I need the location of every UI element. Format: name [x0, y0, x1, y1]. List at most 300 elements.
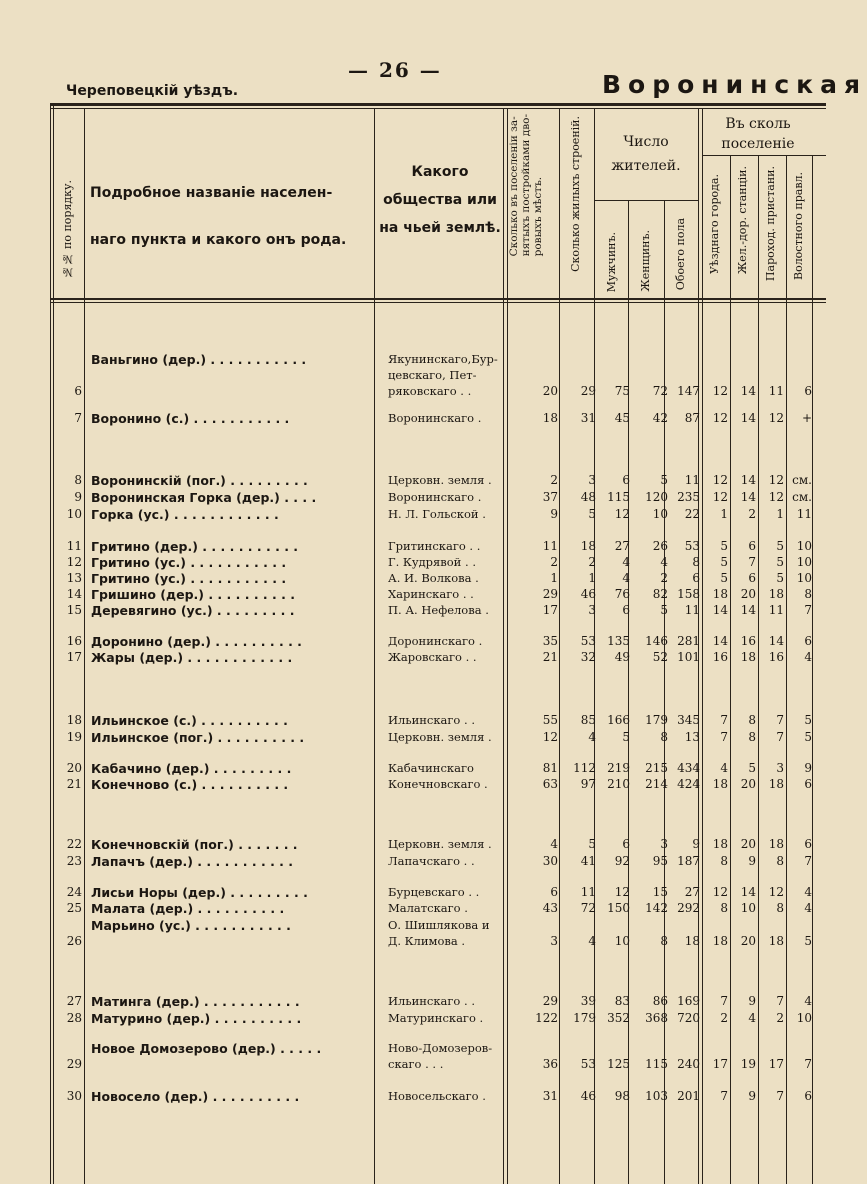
society-name: ряковскаго . .	[388, 384, 472, 398]
buildings-count: 41	[580, 854, 596, 868]
total-count: 281	[677, 634, 700, 648]
row-number: 30	[66, 1089, 82, 1103]
table-row	[0, 760, 826, 777]
header-bottom-rule-thin	[50, 302, 826, 303]
header-volost: Волостного правл.	[792, 172, 805, 281]
col-line	[730, 155, 731, 1184]
men-count: 12	[614, 507, 630, 521]
distance-volost: 8	[804, 587, 812, 601]
settlement-name: Ильинское (с.) . . . . . . . . . .	[91, 713, 288, 728]
distance-divider	[702, 155, 826, 156]
men-count: 75	[614, 384, 630, 398]
row-number: 20	[66, 761, 82, 775]
distance-town: 12	[712, 411, 728, 425]
distance-rail: 8	[748, 713, 756, 727]
yards-count: 30	[542, 854, 558, 868]
distance-town: 7	[720, 994, 728, 1008]
distance-pier: 18	[768, 587, 784, 601]
distance-volost: 5	[804, 934, 812, 948]
society-name: Воронинскаго .	[388, 490, 482, 504]
distance-pier: 12	[768, 490, 784, 504]
total-count: 13	[684, 730, 700, 744]
society-name: Церковн. земля .	[388, 730, 492, 744]
society-name: Ильинскаго . .	[388, 713, 475, 727]
total-count: 201	[677, 1089, 700, 1103]
women-count: 10	[652, 507, 668, 521]
distance-rail: 20	[740, 587, 756, 601]
women-count: 86	[652, 994, 668, 1008]
women-count: 42	[652, 411, 668, 425]
total-count: 8	[692, 555, 700, 569]
distance-town: 5	[720, 539, 728, 553]
distance-pier: 1	[776, 507, 784, 521]
women-count: 8	[660, 730, 668, 744]
men-count: 115	[607, 490, 630, 504]
distance-volost: 5	[804, 713, 812, 727]
distance-rail: 20	[740, 777, 756, 791]
total-count: 53	[684, 539, 700, 553]
total-count: 158	[677, 587, 700, 601]
yards-count: 11	[542, 539, 558, 553]
society-name: скаго . . .	[388, 1057, 444, 1071]
col-line	[812, 155, 813, 1184]
yards-count: 20	[542, 384, 558, 398]
women-count: 72	[652, 384, 668, 398]
buildings-count: 32	[580, 650, 596, 664]
row-number: 25	[66, 901, 82, 915]
table-row	[0, 1088, 826, 1105]
distance-rail: 4	[748, 1011, 756, 1025]
header-society: Какого общества или на чьей землѣ.	[379, 164, 501, 236]
distance-pier: 12	[768, 473, 784, 487]
row-number: 9	[74, 490, 82, 504]
table-row	[0, 776, 826, 793]
distance-town: 7	[720, 730, 728, 744]
distance-pier: 18	[768, 934, 784, 948]
distance-town: 18	[712, 777, 728, 791]
buildings-count: 5	[588, 507, 596, 521]
total-count: 187	[677, 854, 700, 868]
row-number: 15	[66, 603, 82, 617]
settlement-name: Гритино (ус.) . . . . . . . . . . .	[91, 571, 287, 586]
header-distance: Въ сколь поселеніе	[721, 116, 795, 152]
header-town: Уѣзднаго города.	[708, 174, 721, 275]
women-count: 4	[660, 555, 668, 569]
distance-rail: 14	[740, 473, 756, 487]
buildings-count: 18	[580, 539, 596, 553]
settlement-name: Гритино (дер.) . . . . . . . . . . .	[91, 539, 299, 554]
table-row	[0, 351, 826, 398]
settlement-name: Конечново (с.) . . . . . . . . . .	[91, 777, 289, 792]
settlement-name: Конечновскій (пог.) . . . . . . .	[91, 837, 298, 852]
distance-town: 18	[712, 587, 728, 601]
settlement-name: Воронинская Горка (дер.) . . . .	[91, 490, 317, 505]
yards-count: 43	[542, 901, 558, 915]
settlement-name: Новое Домозерово (дер.) . . . . .	[91, 1041, 322, 1056]
header-no: №№ по порядку.	[61, 180, 74, 279]
inhabitants-divider	[594, 200, 698, 201]
total-count: 235	[677, 490, 700, 504]
distance-pier: 11	[768, 384, 784, 398]
distance-volost: 9	[804, 761, 812, 775]
buildings-count: 4	[588, 730, 596, 744]
society-name: цевскаго, Пет-	[388, 368, 477, 382]
men-count: 27	[614, 539, 630, 553]
yards-count: 2	[550, 555, 558, 569]
row-number: 18	[66, 713, 82, 727]
total-count: 292	[677, 901, 700, 915]
buildings-count: 1	[588, 571, 596, 585]
row-number: 13	[66, 571, 82, 585]
distance-pier: 2	[776, 1011, 784, 1025]
table-row	[0, 1040, 826, 1071]
header-rail: Жел.-дор. станціи.	[736, 166, 749, 275]
yards-count: 18	[542, 411, 558, 425]
table-top-rule	[50, 103, 826, 106]
yards-count: 31	[542, 1089, 558, 1103]
buildings-count: 97	[580, 777, 596, 791]
distance-town: 17	[712, 1057, 728, 1071]
settlement-name: Новосело (дер.) . . . . . . . . . .	[91, 1089, 300, 1104]
table-row	[0, 900, 826, 917]
society-name: Матуринскаго .	[388, 1011, 484, 1025]
settlement-name: Деревягино (ус.) . . . . . . . . .	[91, 603, 295, 618]
distance-volost: 6	[804, 1089, 812, 1103]
total-count: 424	[677, 777, 700, 791]
settlement-name: Ильинское (пог.) . . . . . . . . . .	[91, 730, 305, 745]
women-count: 120	[645, 490, 668, 504]
total-count: 101	[677, 650, 700, 664]
distance-volost: 7	[804, 603, 812, 617]
distance-rail: 10	[740, 901, 756, 915]
distance-town: 14	[712, 634, 728, 648]
women-count: 52	[652, 650, 668, 664]
buildings-count: 2	[588, 555, 596, 569]
buildings-count: 179	[573, 1011, 596, 1025]
society-name: А. И. Волкова .	[388, 571, 479, 585]
total-count: 147	[677, 384, 700, 398]
row-number: 19	[66, 730, 82, 744]
volost-title: Воронинская	[602, 70, 867, 99]
distance-town: 18	[712, 837, 728, 851]
row-number: 28	[66, 1011, 82, 1025]
yards-count: 55	[542, 713, 558, 727]
society-name: Якунинскаго,Бур-	[388, 352, 498, 366]
distance-volost: 5	[804, 730, 812, 744]
distance-town: 16	[712, 650, 728, 664]
buildings-count: 53	[580, 634, 596, 648]
settlement-name: Гришино (дер.) . . . . . . . . . .	[91, 587, 295, 602]
buildings-count: 46	[580, 587, 596, 601]
table-row	[0, 489, 826, 506]
society-name: Конечновскаго .	[388, 777, 488, 791]
distance-town: 2	[720, 1011, 728, 1025]
total-count: 345	[677, 713, 700, 727]
distance-volost: 4	[804, 885, 812, 899]
yards-count: 63	[542, 777, 558, 791]
women-count: 26	[652, 539, 668, 553]
distance-rail: 9	[748, 1089, 756, 1103]
settlement-name: Гритино (ус.) . . . . . . . . . . .	[91, 555, 287, 570]
distance-pier: 12	[768, 411, 784, 425]
table-row	[0, 836, 826, 853]
women-count: 95	[652, 854, 668, 868]
distance-volost: 4	[804, 650, 812, 664]
men-count: 5	[622, 730, 630, 744]
distance-pier: 11	[768, 603, 784, 617]
society-name: Гритинскаго . .	[388, 539, 481, 553]
table-row	[0, 993, 826, 1010]
header-both: Обоего пола	[674, 218, 687, 291]
buildings-count: 85	[580, 713, 596, 727]
district-title: Череповецкій уѣздъ.	[66, 83, 239, 99]
page-number: — 26 —	[348, 58, 442, 82]
buildings-count: 4	[588, 934, 596, 948]
settlement-name: Ваньгино (дер.) . . . . . . . . . . .	[91, 352, 307, 367]
distance-pier: 14	[768, 634, 784, 648]
distance-rail: 16	[740, 634, 756, 648]
row-number: 27	[66, 994, 82, 1008]
row-number: 10	[66, 507, 82, 521]
settlement-name: Доронино (дер.) . . . . . . . . . .	[91, 634, 302, 649]
society-name: Воронинскаго .	[388, 411, 482, 425]
table-row	[0, 554, 826, 571]
table-row	[0, 472, 826, 489]
header-bottom-rule	[50, 298, 826, 300]
women-count: 215	[645, 761, 668, 775]
society-name: Церковн. земля .	[388, 473, 492, 487]
men-count: 4	[622, 555, 630, 569]
table-row	[0, 853, 826, 870]
society-name: Харинскаго . .	[388, 587, 474, 601]
total-count: 434	[677, 761, 700, 775]
col-line	[758, 155, 759, 1184]
society-name: О. Шишлякова и	[388, 918, 490, 932]
women-count: 103	[645, 1089, 668, 1103]
society-name: Г. Кудрявой . .	[388, 555, 476, 569]
table-row	[0, 538, 826, 555]
society-name: Д. Климова .	[388, 934, 466, 948]
buildings-count: 39	[580, 994, 596, 1008]
distance-rail: 14	[740, 384, 756, 398]
women-count: 179	[645, 713, 668, 727]
header-name: Подробное названіе населен- наго пункта и какого онъ рода.	[90, 185, 347, 248]
distance-pier: 8	[776, 901, 784, 915]
buildings-count: 11	[580, 885, 596, 899]
col-line	[628, 200, 629, 1184]
yards-count: 37	[542, 490, 558, 504]
yards-count: 29	[542, 587, 558, 601]
yards-count: 9	[550, 507, 558, 521]
yards-count: 81	[542, 761, 558, 775]
men-count: 166	[607, 713, 630, 727]
distance-rail: 14	[740, 603, 756, 617]
buildings-count: 3	[588, 603, 596, 617]
women-count: 368	[645, 1011, 668, 1025]
header-pier: Пароход. пристани.	[764, 166, 777, 282]
table-row	[0, 649, 826, 666]
distance-volost: 6	[804, 634, 812, 648]
distance-volost: 7	[804, 1057, 812, 1071]
yards-count: 35	[542, 634, 558, 648]
distance-town: 18	[712, 934, 728, 948]
distance-pier: 7	[776, 994, 784, 1008]
distance-rail: 14	[740, 411, 756, 425]
distance-pier: 7	[776, 1089, 784, 1103]
header-buildings: Сколько жилыхъ строеній.	[569, 116, 582, 272]
table-row	[0, 586, 826, 603]
total-count: 240	[677, 1057, 700, 1071]
distance-volost: 10	[796, 555, 812, 569]
settlement-name: Лисьи Норы (дер.) . . . . . . . . .	[91, 885, 308, 900]
table-row	[0, 410, 826, 427]
yards-count: 2	[550, 473, 558, 487]
yards-count: 4	[550, 837, 558, 851]
distance-rail: 20	[740, 934, 756, 948]
distance-rail: 9	[748, 994, 756, 1008]
settlement-name: Кабачино (дер.) . . . . . . . . .	[91, 761, 292, 776]
buildings-count: 112	[573, 761, 596, 775]
women-count: 5	[660, 473, 668, 487]
society-name: Н. Л. Гольской .	[388, 507, 486, 521]
buildings-count: 29	[580, 384, 596, 398]
distance-town: 12	[712, 490, 728, 504]
row-number: 26	[66, 934, 82, 948]
men-count: 125	[607, 1057, 630, 1071]
header-inhabitants: Число жителей.	[611, 134, 681, 174]
buildings-count: 5	[588, 837, 596, 851]
distance-town: 5	[720, 555, 728, 569]
distance-town: 7	[720, 1089, 728, 1103]
settlement-name: Горка (ус.) . . . . . . . . . . . .	[91, 507, 279, 522]
men-count: 98	[614, 1089, 630, 1103]
buildings-count: 48	[580, 490, 596, 504]
table-row	[0, 506, 826, 523]
distance-pier: 16	[768, 650, 784, 664]
distance-town: 12	[712, 473, 728, 487]
distance-volost: 4	[804, 901, 812, 915]
men-count: 83	[614, 994, 630, 1008]
distance-pier: 17	[768, 1057, 784, 1071]
distance-rail: 19	[740, 1057, 756, 1071]
distance-pier: 7	[776, 713, 784, 727]
row-number: 16	[66, 634, 82, 648]
distance-pier: 8	[776, 854, 784, 868]
yards-count: 6	[550, 885, 558, 899]
yards-count: 29	[542, 994, 558, 1008]
women-count: 214	[645, 777, 668, 791]
distance-town: 8	[720, 901, 728, 915]
men-count: 352	[607, 1011, 630, 1025]
settlement-name: Марьино (ус.) . . . . . . . . . . .	[91, 918, 291, 933]
table-row	[0, 712, 826, 729]
distance-town: 8	[720, 854, 728, 868]
men-count: 45	[614, 411, 630, 425]
distance-rail: 6	[748, 571, 756, 585]
distance-town: 12	[712, 885, 728, 899]
distance-rail: 2	[748, 507, 756, 521]
men-count: 150	[607, 901, 630, 915]
distance-town: 1	[720, 507, 728, 521]
society-name: Кабачинскаго	[388, 761, 474, 775]
total-count: 87	[684, 411, 700, 425]
men-count: 6	[622, 473, 630, 487]
distance-pier: 5	[776, 539, 784, 553]
distance-town: 5	[720, 571, 728, 585]
header-yards: Сколько въ поселеніи за- нятыхъ постройками дво- ровыхъ мѣстъ.	[508, 114, 544, 257]
buildings-count: 53	[580, 1057, 596, 1071]
women-count: 8	[660, 934, 668, 948]
distance-town: 4	[720, 761, 728, 775]
distance-volost: см.	[792, 490, 812, 504]
table-row	[0, 602, 826, 619]
distance-rail: 6	[748, 539, 756, 553]
society-name: П. А. Нефелова .	[388, 603, 489, 617]
buildings-count: 3	[588, 473, 596, 487]
society-name: Новосельскаго .	[388, 1089, 486, 1103]
distance-rail: 18	[740, 650, 756, 664]
distance-volost: 4	[804, 994, 812, 1008]
society-name: Малатскаго .	[388, 901, 468, 915]
header-men: Мужчинъ.	[605, 232, 618, 293]
distance-rail: 14	[740, 490, 756, 504]
settlement-name: Воронино (с.) . . . . . . . . . . .	[91, 411, 290, 426]
distance-volost: +	[801, 411, 812, 425]
table-row	[0, 729, 826, 746]
distance-volost: 11	[796, 507, 812, 521]
women-count: 82	[652, 587, 668, 601]
row-number: 14	[66, 587, 82, 601]
row-number: 24	[66, 885, 82, 899]
table-top-rule-thin	[50, 108, 826, 109]
men-count: 12	[614, 885, 630, 899]
women-count: 15	[652, 885, 668, 899]
settlement-name: Воронинскій (пог.) . . . . . . . . .	[91, 473, 308, 488]
row-number: 21	[66, 777, 82, 791]
distance-pier: 12	[768, 885, 784, 899]
distance-volost: 10	[796, 571, 812, 585]
men-count: 6	[622, 603, 630, 617]
distance-pier: 18	[768, 777, 784, 791]
row-number: 8	[74, 473, 82, 487]
settlement-name: Матинга (дер.) . . . . . . . . . . .	[91, 994, 300, 1009]
men-count: 6	[622, 837, 630, 851]
women-count: 142	[645, 901, 668, 915]
men-count: 219	[607, 761, 630, 775]
yards-count: 3	[550, 934, 558, 948]
table-row	[0, 1010, 826, 1027]
total-count: 18	[684, 934, 700, 948]
settlement-name: Малата (дер.) . . . . . . . . . .	[91, 901, 285, 916]
total-count: 11	[684, 473, 700, 487]
men-count: 10	[614, 934, 630, 948]
distance-rail: 5	[748, 761, 756, 775]
yards-count: 21	[542, 650, 558, 664]
yards-count: 12	[542, 730, 558, 744]
women-count: 2	[660, 571, 668, 585]
society-name: Лапачскаго . .	[388, 854, 475, 868]
total-count: 9	[692, 837, 700, 851]
settlement-name: Матурино (дер.) . . . . . . . . . .	[91, 1011, 302, 1026]
row-number: 11	[66, 539, 82, 553]
total-count: 11	[684, 603, 700, 617]
buildings-count: 72	[580, 901, 596, 915]
row-number: 6	[74, 384, 82, 398]
men-count: 210	[607, 777, 630, 791]
distance-volost: 6	[804, 837, 812, 851]
distance-volost: 10	[796, 1011, 812, 1025]
col-line	[664, 200, 665, 1184]
